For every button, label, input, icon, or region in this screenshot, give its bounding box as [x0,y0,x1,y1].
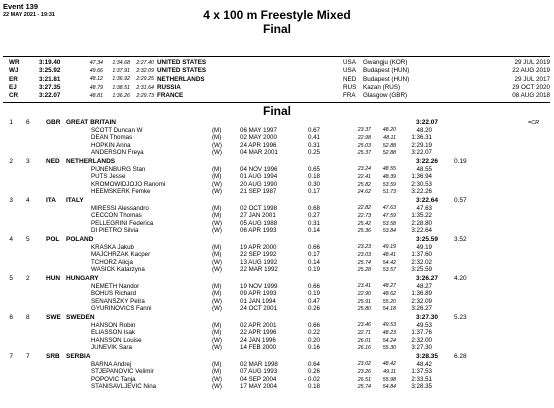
split-50m: 22.73 [357,212,371,219]
team-lane: 2 [26,275,30,282]
reaction-time: 0.26 [307,305,320,313]
cumulative-time: 48.27 [416,282,432,290]
cumulative-time: 2:32.02 [411,258,432,266]
split-100m: 53.84 [382,228,396,235]
record-time: 3:21.81 [39,75,61,83]
section-title: Final [262,104,291,118]
swimmer-birthdate: 06 MAY 1997 [240,126,277,134]
split-50m: 22.90 [357,290,371,297]
cumulative-time: 3:22.26 [411,188,432,196]
split-100m: 49.19 [382,244,396,251]
swimmer-gender: (W) [212,305,222,313]
split-100m: 48.41 [382,251,396,258]
swimmer-name: MIRESSI Alessandro [91,204,149,212]
split-50m: 22.82 [357,205,371,212]
event-subtitle: Final [262,22,291,36]
reaction-time: 0.16 [307,344,320,352]
record-code: WR [9,59,20,66]
reaction-time: 0.65 [307,165,320,173]
split-50m: 23.02 [357,361,371,368]
swimmer-gender: (W) [212,219,222,227]
team-time: 3:27.30 [415,314,438,321]
cumulative-time: 3:22.64 [411,227,432,235]
swimmer-gender: (W) [212,227,222,235]
split-50m: 22.98 [357,134,371,141]
swimmer-birthdate: 01 AUG 1994 [240,173,278,181]
swimmer-gender: (M) [212,134,222,142]
team-code: ITA [46,197,56,204]
reaction-time: 0.14 [307,227,320,235]
swimmer-gender: (M) [212,165,222,173]
reaction-time: 0.67 [307,126,320,134]
team-code: NED [46,158,60,165]
split-50m: 23.37 [357,127,371,134]
swimmer-gender: (M) [212,126,222,134]
reaction-time: 0.41 [307,134,320,142]
team-name: ITALY [66,197,84,204]
team-lane: 8 [26,314,30,321]
record-date: 22 AUG 2019 [512,67,550,75]
swimmer-name: HEEMSKERK Femke [91,188,151,196]
swimmer-birthdate: 04 MAR 2001 [240,149,278,157]
cumulative-time: 1:37.53 [411,368,432,376]
record-split: 1:34.68 [112,59,130,66]
cumulative-time: 3:25.59 [411,266,432,274]
record-split: 47.34 [89,59,103,66]
cumulative-time: 2:32.09 [411,297,432,305]
team-points-behind: 0.19 [454,158,467,165]
swimmer-birthdate: 14 FEB 2000 [240,344,277,352]
swimmer-name: BARNA Andrej [91,360,132,368]
record-code: CR [9,92,19,100]
record-split: 48.12 [89,76,103,83]
records-divider-bottom [3,102,550,103]
swimmer-name: GYURINOVICS Fanni [91,305,152,313]
record-split: 49.66 [89,67,103,74]
team-code: POL [46,236,60,243]
cumulative-time: 2:30.53 [411,180,432,188]
swimmer-gender: (W) [212,336,222,344]
record-nation: USA [343,67,356,75]
team-record-note: =CR [528,120,540,126]
split-50m: 25.91 [357,298,371,305]
team-time: 3:26.27 [415,275,438,282]
team-code: HUN [46,275,61,282]
split-50m: 25.74 [357,259,371,266]
reaction-time: 0.14 [307,258,320,266]
team-points-behind: 3.52 [454,236,467,243]
split-100m: 54.84 [382,384,396,391]
team-code: SRB [46,353,60,360]
split-50m: 25.28 [357,267,371,274]
reaction-time: 0.22 [307,329,320,337]
record-nation: RUS [343,83,357,91]
split-50m: 26.01 [357,337,371,344]
split-100m: 48.11 [383,134,396,141]
swimmer-birthdate: 19 NOV 1999 [240,282,278,290]
record-code: WJ [9,67,19,75]
cumulative-time: 2:32.00 [411,336,432,344]
reaction-time: 0.47 [307,297,320,305]
team-lane: 3 [26,158,30,165]
swimmer-name: STANISAVLJEVIC Nina [91,383,157,391]
record-split: 2:27.40 [136,59,154,66]
swimmer-birthdate: 02 MAY 2000 [240,134,277,142]
team-rank: 1 [9,119,13,126]
swimmer-gender: (W) [212,297,222,305]
reaction-time: 0.18 [307,383,320,391]
swimmer-gender: (W) [212,180,222,188]
reaction-time: - 0.02 [304,375,320,383]
split-100m: 54.42 [382,259,396,266]
record-time: 3:27.35 [39,83,61,91]
split-100m: 54.18 [382,306,396,313]
event-number: Event 139 [3,2,39,11]
reaction-time: 0.17 [307,188,320,196]
reaction-time: 0.66 [307,243,320,251]
record-code: ER [9,75,18,83]
team-time: 3:22.07 [415,119,438,126]
split-50m: 24.62 [357,189,371,196]
record-split: 48.81 [89,92,103,99]
split-50m: 23.24 [357,166,371,173]
cumulative-time: 1:35.22 [411,212,432,220]
split-100m: 48.42 [382,361,396,368]
reaction-time: 0.26 [307,368,320,376]
swimmer-name: TCHORZ Alicja [91,258,133,266]
team-name: SWEDEN [66,314,95,321]
split-50m: 26.16 [357,345,371,352]
split-100m: 47.59 [382,212,396,219]
record-place: Kazan (RUS) [363,83,401,91]
team-name: SERBIA [66,353,91,360]
swimmer-gender: (W) [212,266,222,274]
swimmer-name: PIJNENBURG Stan [91,165,146,173]
team-code: SWE [46,314,61,321]
record-split: 2:32.09 [136,67,154,74]
swimmer-birthdate: 02 MAR 1998 [240,360,278,368]
record-place: Gwangju (KOR) [363,59,408,66]
swimmer-birthdate: 17 MAY 2004 [240,383,277,391]
split-100m: 48.20 [382,127,396,134]
swimmer-gender: (W) [212,344,222,352]
swimmer-name: DI PIETRO Silvia [91,227,139,235]
cumulative-time: 3:28.35 [411,383,432,391]
cumulative-time: 2:33.51 [411,375,432,383]
split-100m: 51.73 [382,189,396,196]
record-split: 1:37.91 [112,67,130,74]
record-split: 1:36.26 [112,92,130,99]
split-100m: 55.30 [382,345,396,352]
reaction-time: 0.66 [307,321,320,329]
swimmer-name: KROMOWIDJOJO Ranomi [91,180,166,188]
swimmer-name: MAJCHRZAK Kacper [91,251,151,259]
record-split: 2:31.64 [136,84,154,91]
split-50m: 25.80 [357,306,371,313]
record-team: UNITED STATES [157,67,207,75]
team-time: 3:22.64 [415,197,438,204]
team-name: POLAND [66,236,94,243]
split-100m: 48.62 [382,290,396,297]
record-nation: FRA [343,92,356,100]
team-time: 3:28.35 [415,353,438,360]
swimmer-gender: (W) [212,141,222,149]
reaction-time: 0.18 [307,173,320,181]
swimmer-gender: (W) [212,383,222,391]
cumulative-time: 48.20 [416,126,432,134]
split-50m: 25.37 [357,150,371,157]
swimmer-birthdate: 04 NOV 1996 [240,165,278,173]
team-lane: 4 [26,197,30,204]
swimmer-name: PUTS Jesse [91,173,126,181]
swimmer-gender: (M) [212,290,222,298]
reaction-time: 0.25 [307,149,320,157]
record-split: 1:36.92 [112,76,130,83]
reaction-time: 0.30 [307,180,320,188]
swimmer-gender: (M) [212,251,222,259]
record-split: 2:29.73 [136,92,154,99]
team-name: NETHERLANDS [66,158,116,165]
record-place: Budapest (HUN) [363,67,410,75]
record-time: 3:25.92 [39,67,61,75]
cumulative-time: 3:22.07 [411,149,432,157]
team-name: GREAT BRITAIN [66,119,116,126]
swimmer-birthdate: 01 JAN 1994 [240,297,276,305]
cumulative-time: 49.19 [416,243,432,251]
team-points-behind: 5.23 [454,314,467,321]
team-time: 3:25.59 [415,236,438,243]
split-100m: 52.88 [382,150,396,157]
record-nation: USA [343,59,356,66]
swimmer-birthdate: 24 JAN 1996 [240,336,276,344]
swimmer-birthdate: 27 JAN 2001 [240,212,276,220]
record-date: 08 AUG 2018 [512,92,550,100]
split-100m: 54.24 [382,337,396,344]
split-100m: 55.98 [382,376,396,383]
swimmer-birthdate: 04 SEP 2004 [240,375,277,383]
split-50m: 22.41 [357,173,371,180]
split-50m: 23.26 [357,368,371,375]
split-100m: 49.11 [383,368,396,375]
swimmer-gender: (M) [212,282,222,290]
swimmer-name: NEMETH Nandor [91,282,140,290]
swimmer-birthdate: 22 APR 1996 [240,329,277,337]
reaction-time: 0.66 [307,282,320,290]
swimmer-gender: (M) [212,360,222,368]
records-divider-top [3,56,550,57]
split-100m: 55.20 [382,298,396,305]
swimmer-gender: (M) [212,212,222,220]
record-place: Budapest (HUN) [363,75,410,83]
team-lane: 5 [26,236,30,243]
team-name: HUNGARY [66,275,99,282]
swimmer-birthdate: 22 SEP 1992 [240,251,277,259]
cumulative-time: 2:28.80 [411,219,432,227]
cumulative-time: 48.55 [416,165,432,173]
split-50m: 25.82 [357,181,371,188]
record-split: 2:29.25 [136,76,154,83]
record-code: EJ [9,83,17,91]
split-100m: 49.53 [382,322,396,329]
cumulative-time: 1:36.31 [411,134,432,142]
split-50m: 25.42 [357,220,371,227]
split-50m: 25.03 [357,142,371,149]
swimmer-name: CECCON Thomas [91,212,142,220]
reaction-time: 0.17 [307,251,320,259]
swimmer-birthdate: 24 APR 1996 [240,141,277,149]
split-50m: 25.74 [357,384,371,391]
team-rank: 5 [9,275,13,282]
record-date: 29 OCT 2020 [512,83,550,91]
split-50m: 23.03 [357,251,371,258]
event-datetime: 22 MAY 2021 - 19:31 [3,12,55,18]
event-title: 4 x 100 m Freestyle Mixed [203,8,351,22]
swimmer-gender: (M) [212,173,222,181]
swimmer-gender: (M) [212,243,222,251]
swimmer-birthdate: 19 APR 2000 [240,243,277,251]
record-date: 29 JUL 2019 [514,59,550,66]
swimmer-name: HOPKIN Anna [91,141,131,149]
split-100m: 48.27 [382,283,396,290]
split-50m: 25.36 [357,228,371,235]
split-100m: 53.58 [382,220,396,227]
swimmer-gender: (M) [212,329,222,337]
swimmer-name: DEAN Thomas [91,134,133,142]
team-rank: 3 [9,197,13,204]
cumulative-time: 48.42 [416,360,432,368]
record-nation: NED [343,75,357,83]
reaction-time: 0.64 [307,360,320,368]
reaction-time: 0.27 [307,212,320,220]
swimmer-birthdate: 02 APR 2001 [240,321,277,329]
team-points-behind: 4.20 [454,275,467,282]
cumulative-time: 2:29.19 [411,141,432,149]
split-100m: 53.59 [382,181,396,188]
split-100m: 48.23 [382,329,396,336]
swimmer-gender: (M) [212,368,222,376]
cumulative-time: 47.63 [416,204,432,212]
swimmer-birthdate: 05 AUG 1988 [240,219,278,227]
team-rank: 7 [9,353,13,360]
team-rank: 4 [9,236,13,243]
swimmer-name: SENANSZKY Petra [91,297,145,305]
swimmer-birthdate: 20 AUG 1990 [240,180,278,188]
reaction-time: 0.19 [307,290,320,298]
record-date: 29 JUL 2017 [514,75,550,83]
cumulative-time: 49.53 [416,321,432,329]
split-50m: 22.71 [357,329,371,336]
reaction-time: 0.19 [307,266,320,274]
swimmer-name: HANSON Robin [91,321,136,329]
team-code: GBR [46,119,61,126]
swimmer-name: SCOTT Duncan W [91,126,143,134]
swimmer-gender: (M) [212,204,222,212]
team-rank: 2 [9,158,13,165]
record-team: UNITED STATES [157,59,207,66]
split-100m: 47.63 [382,205,396,212]
swimmer-name: PELLEGRINI Federica [91,219,154,227]
swimmer-name: STJEPANOVIC Velimir [91,368,154,376]
swimmer-gender: (W) [212,258,222,266]
swimmer-birthdate: 24 OCT 2001 [240,305,278,313]
swimmer-name: ANDERSON Freya [91,149,144,157]
swimmer-birthdate: 06 APR 1993 [240,227,277,235]
swimmer-name: POPOVIC Tanja [91,375,136,383]
cumulative-time: 1:36.89 [411,290,432,298]
cumulative-time: 3:27.30 [411,344,432,352]
record-split: 1:38.51 [112,84,130,91]
team-lane: 6 [26,119,30,126]
split-100m: 53.57 [382,267,396,274]
swimmer-birthdate: 02 OCT 1998 [240,204,278,212]
swimmer-gender: (W) [212,375,222,383]
split-50m: 23.23 [357,244,371,251]
reaction-time: 0.31 [307,219,320,227]
reaction-time: 0.20 [307,336,320,344]
swimmer-name: ELIASSON Isak [91,329,136,337]
record-team: RUSSIA [157,83,181,91]
cumulative-time: 1:37.76 [411,329,432,337]
team-lane: 7 [26,353,30,360]
reaction-time: 0.31 [307,141,320,149]
team-rank: 6 [9,314,13,321]
swimmer-name: WASICK Katarzyna [91,266,145,274]
split-50m: 23.46 [357,322,371,329]
swimmer-gender: (W) [212,149,222,157]
record-place: Glasgow (GBR) [363,92,408,100]
record-split: 48.79 [89,84,103,91]
record-team: NETHERLANDS [157,75,205,83]
swimmer-name: BOHUS Richard [91,290,137,298]
split-100m: 48.39 [382,173,396,180]
swimmer-gender: (M) [212,321,222,329]
swimmer-name: KRASKA Jakub [91,243,134,251]
cumulative-time: 3:26.27 [411,305,432,313]
swimmer-name: JUNEVIK Sara [91,344,132,352]
split-100m: 52.88 [382,142,396,149]
swimmer-birthdate: 22 MAR 1992 [240,266,278,274]
swimmer-name: HANSSON Louise [91,336,142,344]
swimmer-birthdate: 21 SEP 1987 [240,188,277,196]
split-50m: 26.51 [357,376,371,383]
record-time: 3:19.40 [39,59,61,66]
cumulative-time: 1:36.94 [411,173,432,181]
reaction-time: 0.68 [307,204,320,212]
swimmer-birthdate: 09 APR 1993 [240,290,277,298]
split-100m: 48.55 [382,166,396,173]
cumulative-time: 1:37.60 [411,251,432,259]
record-team: FRANCE [157,92,184,100]
team-points-behind: 0.57 [454,197,467,204]
team-time: 3:22.26 [415,158,438,165]
split-50m: 23.41 [357,283,371,290]
swimmer-gender: (W) [212,188,222,196]
team-points-behind: 6.28 [454,353,467,360]
swimmer-birthdate: 07 AUG 1993 [240,368,278,376]
swimmer-birthdate: 13 AUG 1992 [240,258,278,266]
record-time: 3:22.07 [39,92,61,100]
